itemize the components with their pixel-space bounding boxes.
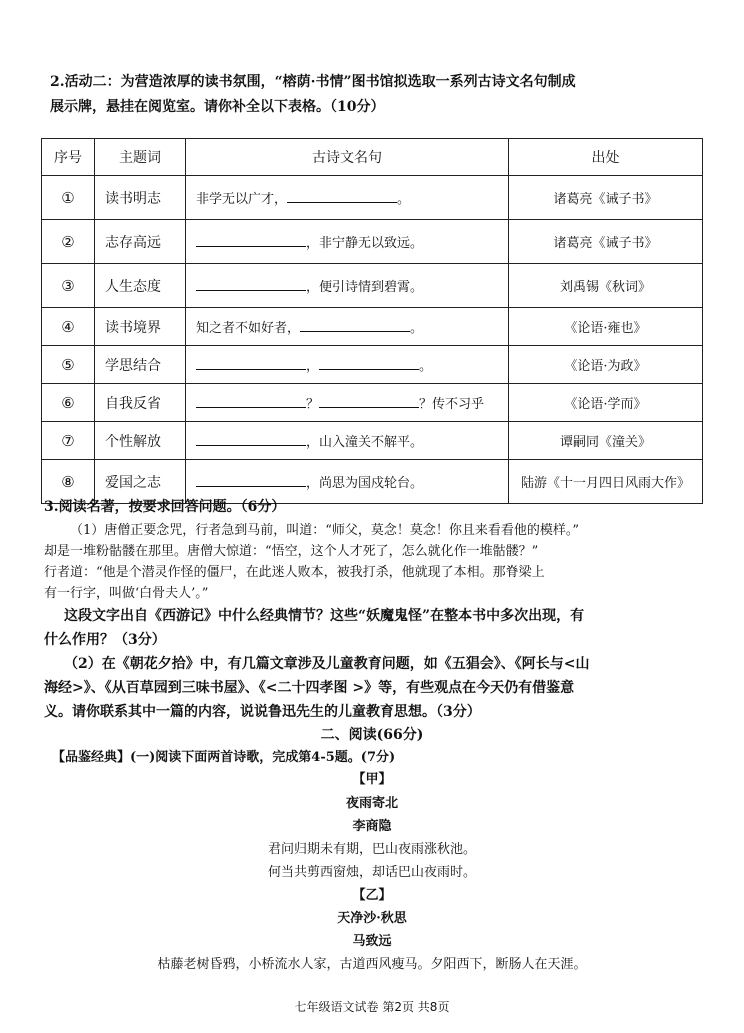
fill-blank[interactable]	[196, 278, 306, 291]
question-3-2-line-2: 海经>》、《从百草园到三味书屋》、《<二十四孝图 >》等，有些观点在今天仍有借鉴意	[44, 680, 575, 696]
row-topic: 志存高远	[95, 220, 186, 264]
row-poem-line	[186, 220, 509, 264]
poem-2-title: 天净沙·秋思	[337, 911, 407, 926]
poetry-table	[41, 138, 703, 504]
line-prefix: 非学无以广才，	[196, 192, 288, 207]
header-line: 古诗文名句	[186, 139, 509, 176]
question-2-line-1: 2.活动二：为营造浓厚的读书氛围，“榕荫·书情”图书馆拟选取一系列古诗文名句制成	[50, 74, 576, 90]
question-2-line-2: 展示牌，悬挂在阅览室。请你补全以下表格。（10分）	[50, 99, 385, 115]
row-number: ⑦	[42, 422, 95, 460]
poem-2-line-1: 枯藤老树昏鸦，小桥流水人家，古道西风瘦马。夕阳西下，断肠人在天涯。	[157, 957, 587, 972]
fill-blank[interactable]	[196, 395, 306, 408]
row-number: ②	[42, 220, 95, 264]
row-source: 谭嗣同《潼关》	[509, 422, 703, 460]
row-topic: 读书境界	[95, 308, 186, 346]
line-suffix: ？传不习乎	[419, 397, 485, 412]
line-prefix: 知之者不如好者，	[196, 321, 301, 336]
row-poem-line	[186, 384, 509, 422]
row-topic: 人生态度	[95, 264, 186, 308]
row-source: 诸葛亮《诫子书》	[509, 176, 703, 220]
line-suffix: ，非宁静无以致远。	[306, 236, 424, 251]
row-number: ①	[42, 176, 95, 220]
passage-line-4: 有一行字，叫做‘白骨夫人’。”	[44, 586, 209, 601]
poem-1-title: 夜雨寄北	[345, 796, 398, 811]
poem-2-tag: 【乙】	[352, 888, 392, 903]
header-number: 序号	[42, 139, 95, 176]
row-poem-line	[186, 346, 509, 384]
poem-1-line-1: 君问归期未有期，巴山夜雨涨秋池。	[267, 842, 476, 857]
table-row	[42, 422, 703, 460]
row-poem-line	[186, 176, 509, 220]
row-poem-line	[186, 422, 509, 460]
fill-blank[interactable]	[196, 433, 306, 446]
row-source: 《论语·雍也》	[509, 308, 703, 346]
table-row	[42, 346, 703, 384]
row-topic: 个性解放	[95, 422, 186, 460]
fill-blank[interactable]	[196, 357, 306, 370]
poem-1-tag: 【甲】	[352, 772, 392, 787]
row-source: 刘禹锡《秋词》	[509, 264, 703, 308]
header-topic: 主题词	[95, 139, 186, 176]
row-poem-line	[186, 308, 509, 346]
row-source: 《论语·学而》	[509, 384, 703, 422]
table-row	[42, 384, 703, 422]
row-topic: 读书明志	[95, 176, 186, 220]
line-middle: ？	[306, 397, 320, 412]
fill-blank[interactable]	[196, 474, 306, 487]
fill-blank[interactable]	[300, 319, 410, 332]
poem-2-author: 马致远	[352, 934, 392, 949]
question-3-1-line-2: 什么作用？（3分）	[44, 632, 166, 648]
line-middle: ，	[306, 359, 320, 374]
section-2-heading: 二、阅读(66分)	[320, 727, 424, 743]
row-topic: 学思结合	[95, 346, 186, 384]
row-source: 陆游《十一月四日风雨大作》	[509, 460, 703, 504]
table-row	[42, 220, 703, 264]
passage-line-2: 却是一堆粉骷髅在那里。唐僧大惊道：“悟空，这个人才死了，怎么就化作一堆骷髅？”	[44, 544, 539, 559]
row-number: ③	[42, 264, 95, 308]
passage-line-3: 行者道：“他是个潜灵作怪的僵尸，在此迷人败本，被我打杀，他就现了本相。那脊梁上	[44, 565, 545, 580]
row-topic: 自我反省	[95, 384, 186, 422]
row-source: 诸葛亮《诫子书》	[509, 220, 703, 264]
row-source: 《论语·为政》	[509, 346, 703, 384]
question-3-heading: 3.阅读名著，按要求回答问题。（6分）	[44, 499, 286, 515]
table-row	[42, 308, 703, 346]
poem-1-author: 李商隐	[352, 819, 392, 834]
poem-1-line-2: 何当共剪西窗烛，却话巴山夜雨时。	[267, 865, 476, 880]
question-3-2-line-3: 义。请你联系其中一篇的内容，说说鲁迅先生的儿童教育思想。（3分）	[44, 704, 481, 720]
table-header-row	[42, 139, 703, 176]
line-suffix: 。	[419, 359, 433, 374]
fill-blank[interactable]	[319, 357, 419, 370]
row-poem-line	[186, 264, 509, 308]
line-suffix: 。	[410, 321, 424, 336]
fill-blank[interactable]	[196, 234, 306, 247]
question-3-1-line-1: 这段文字出自《西游记》中什么经典情节？这些“妖魔鬼怪”在整本书中多次出现，有	[64, 608, 585, 624]
row-number: ⑤	[42, 346, 95, 384]
line-suffix: ，山入潼关不解平。	[306, 435, 424, 450]
header-source: 出处	[509, 139, 703, 176]
line-suffix: ，便引诗情到碧霄。	[306, 280, 424, 295]
line-suffix: ，尚思为国戍轮台。	[306, 476, 424, 491]
fill-blank[interactable]	[319, 395, 419, 408]
line-suffix: 。	[397, 192, 411, 207]
page-footer: 七年级语文试卷 第2页 共8页	[294, 1000, 450, 1014]
section-2-subheading: 【品鉴经典】(一)阅读下面两首诗歌，完成第4-5题。(7分)	[52, 750, 396, 765]
passage-line-1: （1）唐僧正要念咒，行者急到马前，叫道：“师父，莫念！莫念！你且来看看他的模样。”	[70, 523, 580, 538]
question-3-2-line-1: （2）在《朝花夕拾》中，有几篇文章涉及儿童教育问题，如《五猖会》、《阿长与<山	[64, 656, 590, 672]
fill-blank[interactable]	[287, 190, 397, 203]
table-row	[42, 176, 703, 220]
row-number: ④	[42, 308, 95, 346]
row-number: ⑧	[42, 460, 95, 504]
row-number: ⑥	[42, 384, 95, 422]
row-topic: 爱国之志	[95, 460, 186, 504]
table-row	[42, 264, 703, 308]
